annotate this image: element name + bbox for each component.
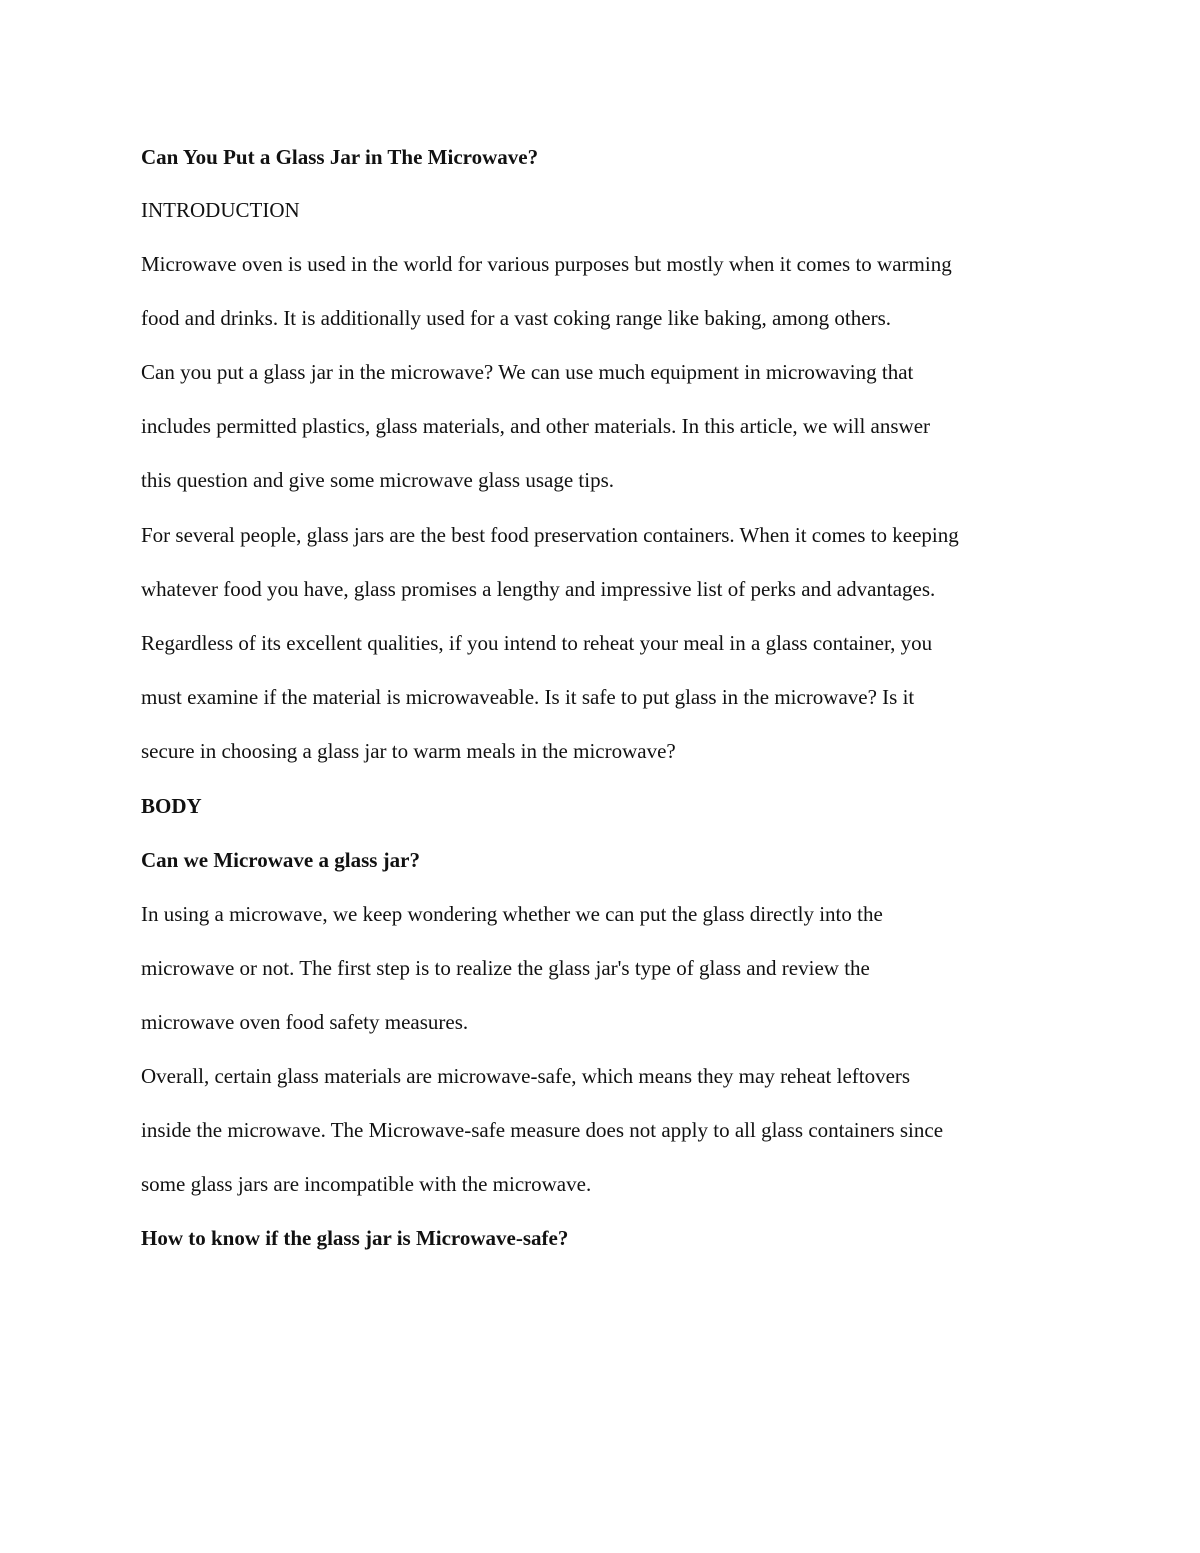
text-line: food and drinks. It is additionally used for a vast coking range like baking, among others. xyxy=(141,306,892,330)
body-paragraph-2 xyxy=(141,1049,1081,1211)
text-line: must examine if the material is microwaveable. Is it safe to put glass in the microwave? Is it xyxy=(141,685,915,709)
text-line: Microwave oven is used in the world for various purposes but mostly when it comes to warming xyxy=(141,252,952,276)
intro-paragraph-3 xyxy=(141,508,1081,778)
body-paragraph-1 xyxy=(141,887,1081,1049)
text-line: microwave oven food safety measures. xyxy=(141,1010,469,1034)
body-heading: BODY xyxy=(141,794,202,818)
text-line: secure in choosing a glass jar to warm meals in the microwave? xyxy=(141,739,676,763)
subheading-microwave-glass-jar: Can we Microwave a glass jar? xyxy=(141,848,420,872)
text-line: some glass jars are incompatible with the microwave. xyxy=(141,1172,592,1196)
introduction-heading: INTRODUCTION xyxy=(141,198,300,222)
text-line: inside the microwave. The Microwave-safe measure does not apply to all glass containers since xyxy=(141,1118,944,1142)
text-line: Regardless of its excellent qualities, if you intend to reheat your meal in a glass container, you xyxy=(141,631,933,655)
subheading-microwave-safe: How to know if the glass jar is Microwave-safe? xyxy=(141,1226,569,1250)
document-title: Can You Put a Glass Jar in The Microwave? xyxy=(141,145,539,169)
intro-paragraph-1 xyxy=(141,237,1081,345)
text-line: In using a microwave, we keep wondering whether we can put the glass directly into the xyxy=(141,902,883,926)
text-line: includes permitted plastics, glass materials, and other materials. In this article, we will answer xyxy=(141,414,931,438)
text-line: whatever food you have, glass promises a lengthy and impressive list of perks and advantages. xyxy=(141,577,936,601)
text-line: this question and give some microwave glass usage tips. xyxy=(141,468,615,492)
text-line: Overall, certain glass materials are microwave-safe, which means they may reheat leftovers xyxy=(141,1064,911,1088)
text-line: Can you put a glass jar in the microwave? We can use much equipment in microwaving that xyxy=(141,360,914,384)
intro-paragraph-2 xyxy=(141,345,1081,507)
text-line: microwave or not. The first step is to realize the glass jar's type of glass and review the xyxy=(141,956,870,980)
text-line: For several people, glass jars are the best food preservation containers. When it comes to keeping xyxy=(141,523,959,547)
